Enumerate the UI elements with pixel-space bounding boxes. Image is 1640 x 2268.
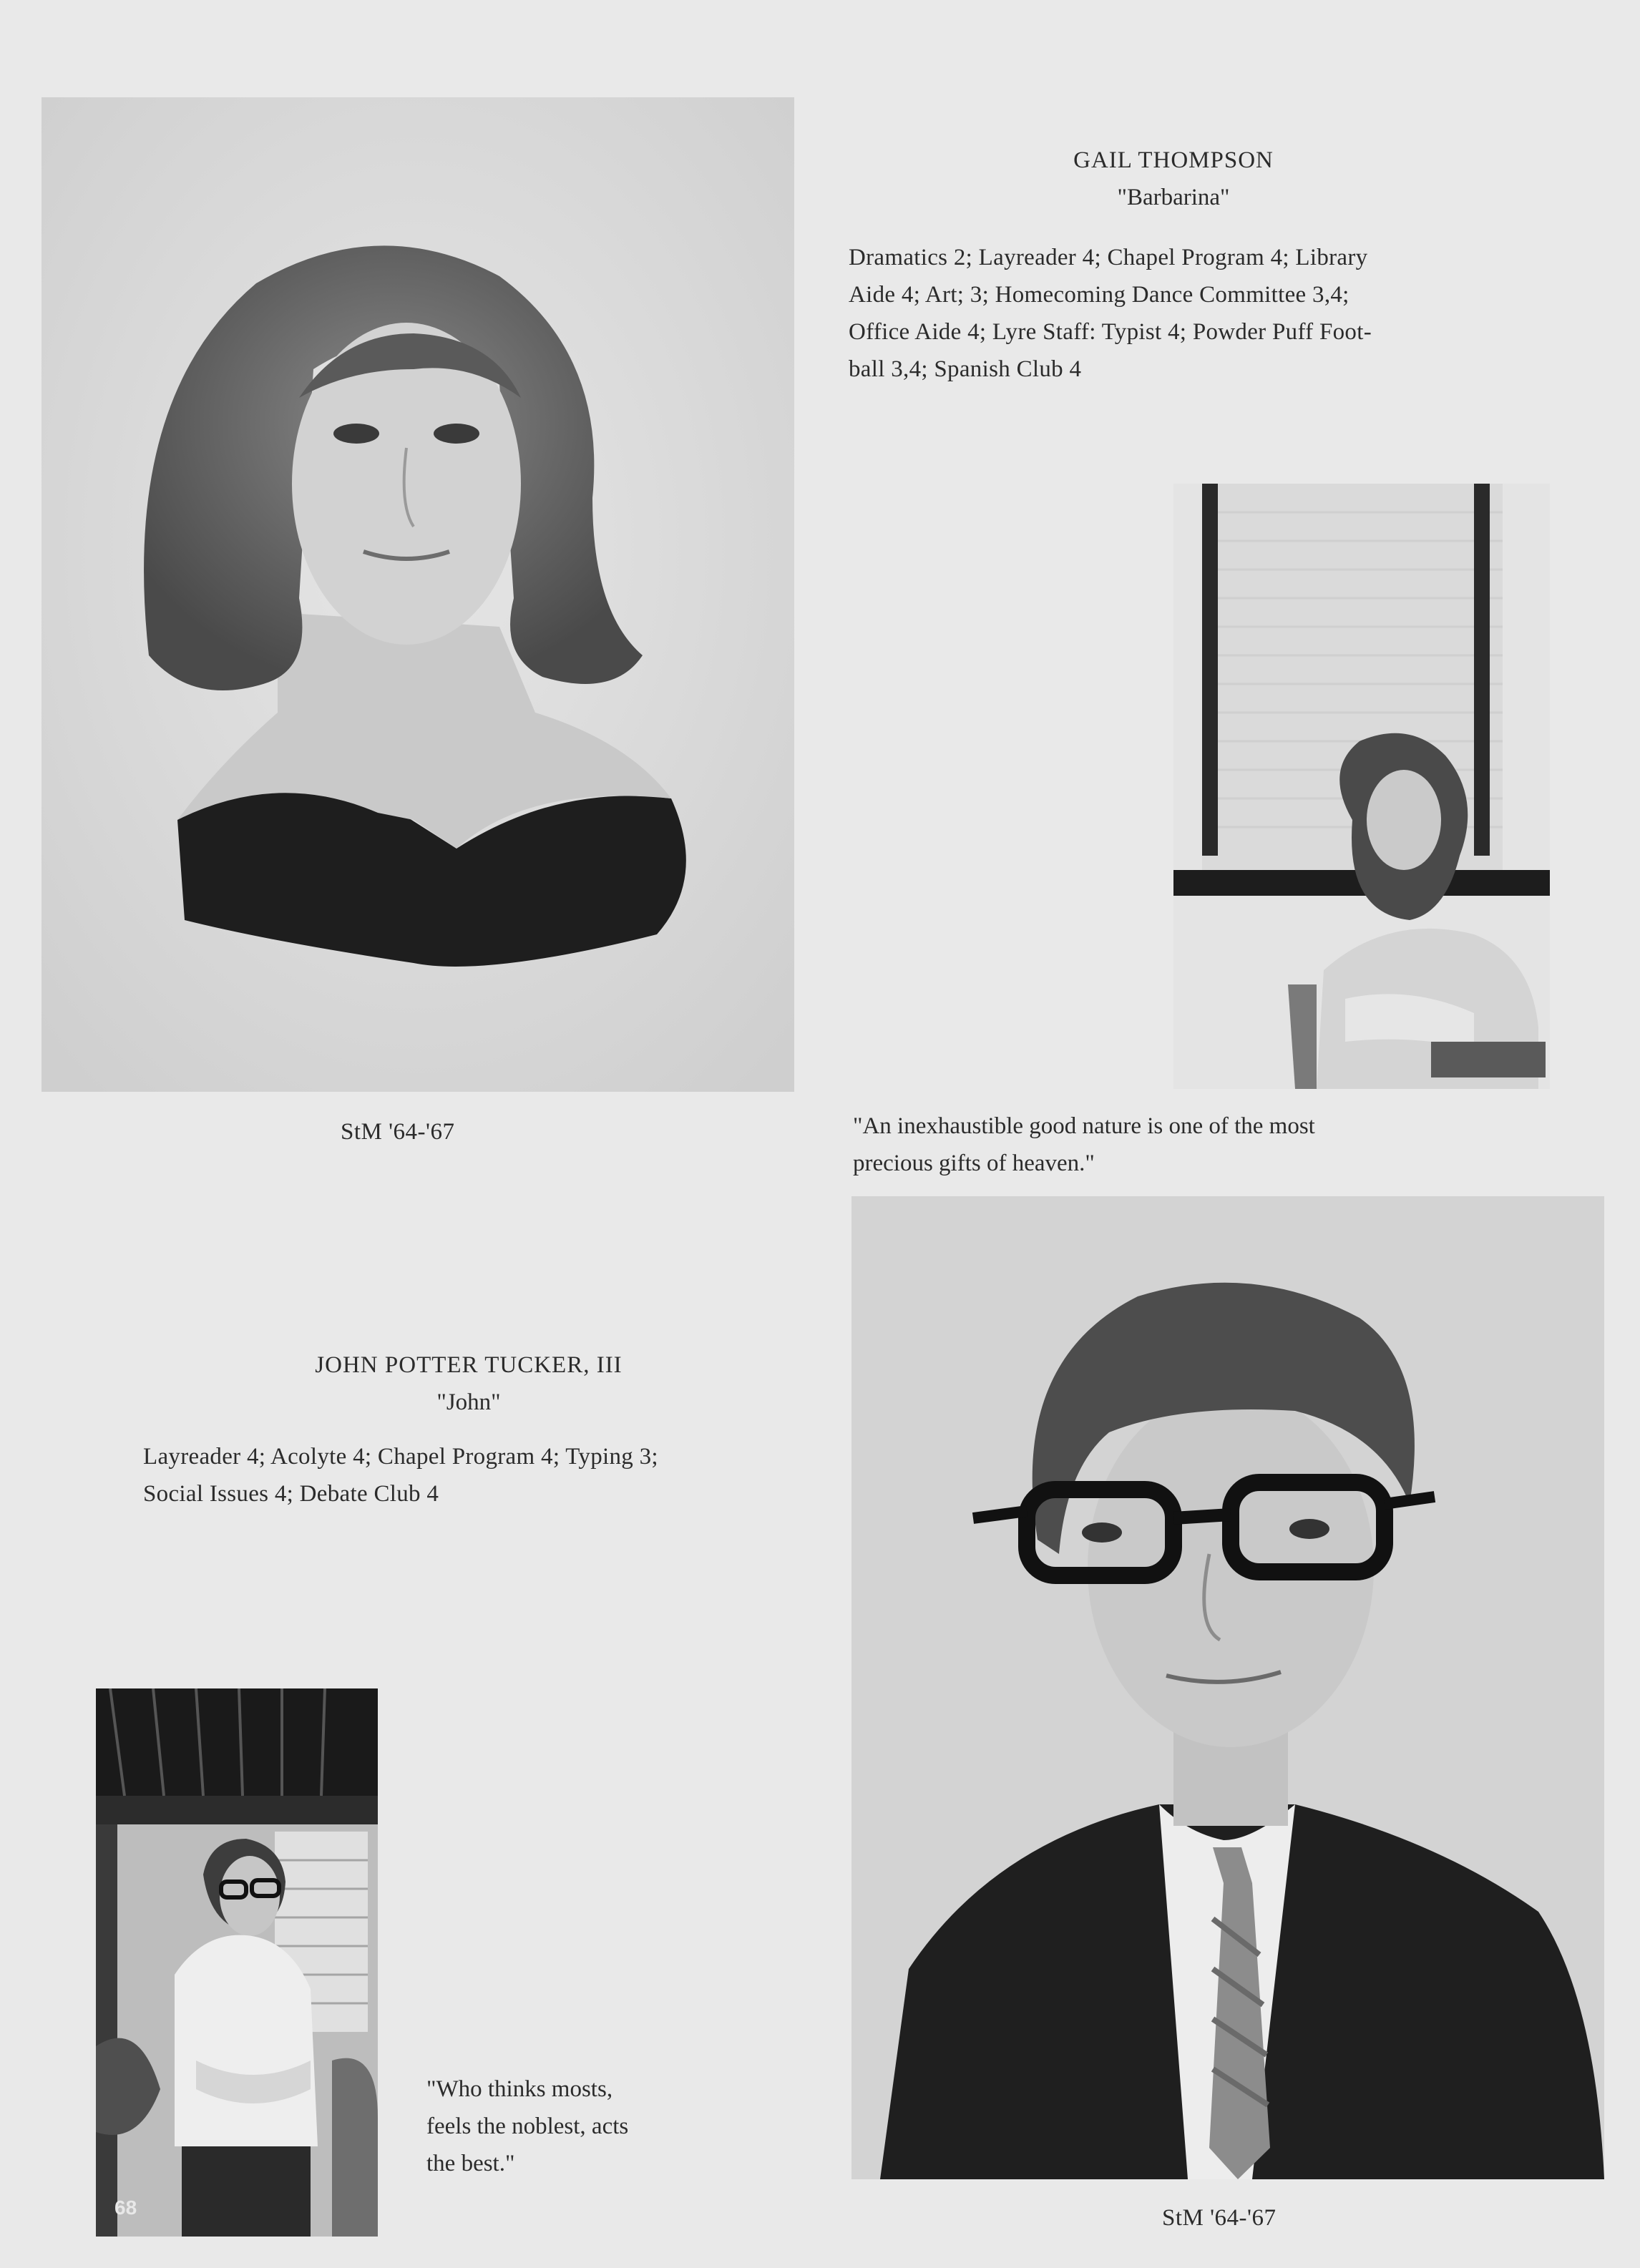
years-caption: StM '64-'67 [1162,2205,1277,2231]
activities-list [849,239,1564,388]
quote-line: precious gifts of heaven." [853,1150,1095,1176]
activities-line: ball 3,4; Spanish Club 4 [849,356,1082,382]
years-caption: StM '64-'67 [341,1119,455,1145]
quote-line: "Who thinks mosts, [426,2076,613,2102]
student-name: JOHN POTTER TUCKER, III [315,1352,623,1378]
activities-line: Layreader 4; Acolyte 4; Chapel Program 4; Typing 3; [143,1444,658,1470]
candid-photo-john [96,1688,378,2237]
quote-line: "An inexhaustible good nature is one of the most [853,1113,1315,1139]
student-name: GAIL THOMPSON [1073,147,1274,173]
senior-quote [853,1108,1568,1182]
quote-line: feels the noblest, acts [426,2113,629,2139]
activities-line: Aide 4; Art; 3; Homecoming Dance Committee 3,4; [849,282,1349,308]
senior-quote [426,2071,770,2182]
candid-photo-gail [1173,484,1550,1089]
portrait-gail-thompson [42,97,794,1092]
student-nickname: "John" [436,1389,501,1415]
quote-line: the best." [426,2151,515,2176]
portrait-john-tucker [851,1196,1604,2179]
activities-line: Dramatics 2; Layreader 4; Chapel Program 4; Library [849,245,1368,270]
activities-line: Social Issues 4; Debate Club 4 [143,1481,439,1507]
activities-list [143,1438,830,1512]
page-number: 68 [114,2196,137,2219]
student-nickname: "Barbarina" [1117,185,1230,210]
activities-line: Office Aide 4; Lyre Staff: Typist 4; Powder Puff Foot- [849,319,1372,345]
